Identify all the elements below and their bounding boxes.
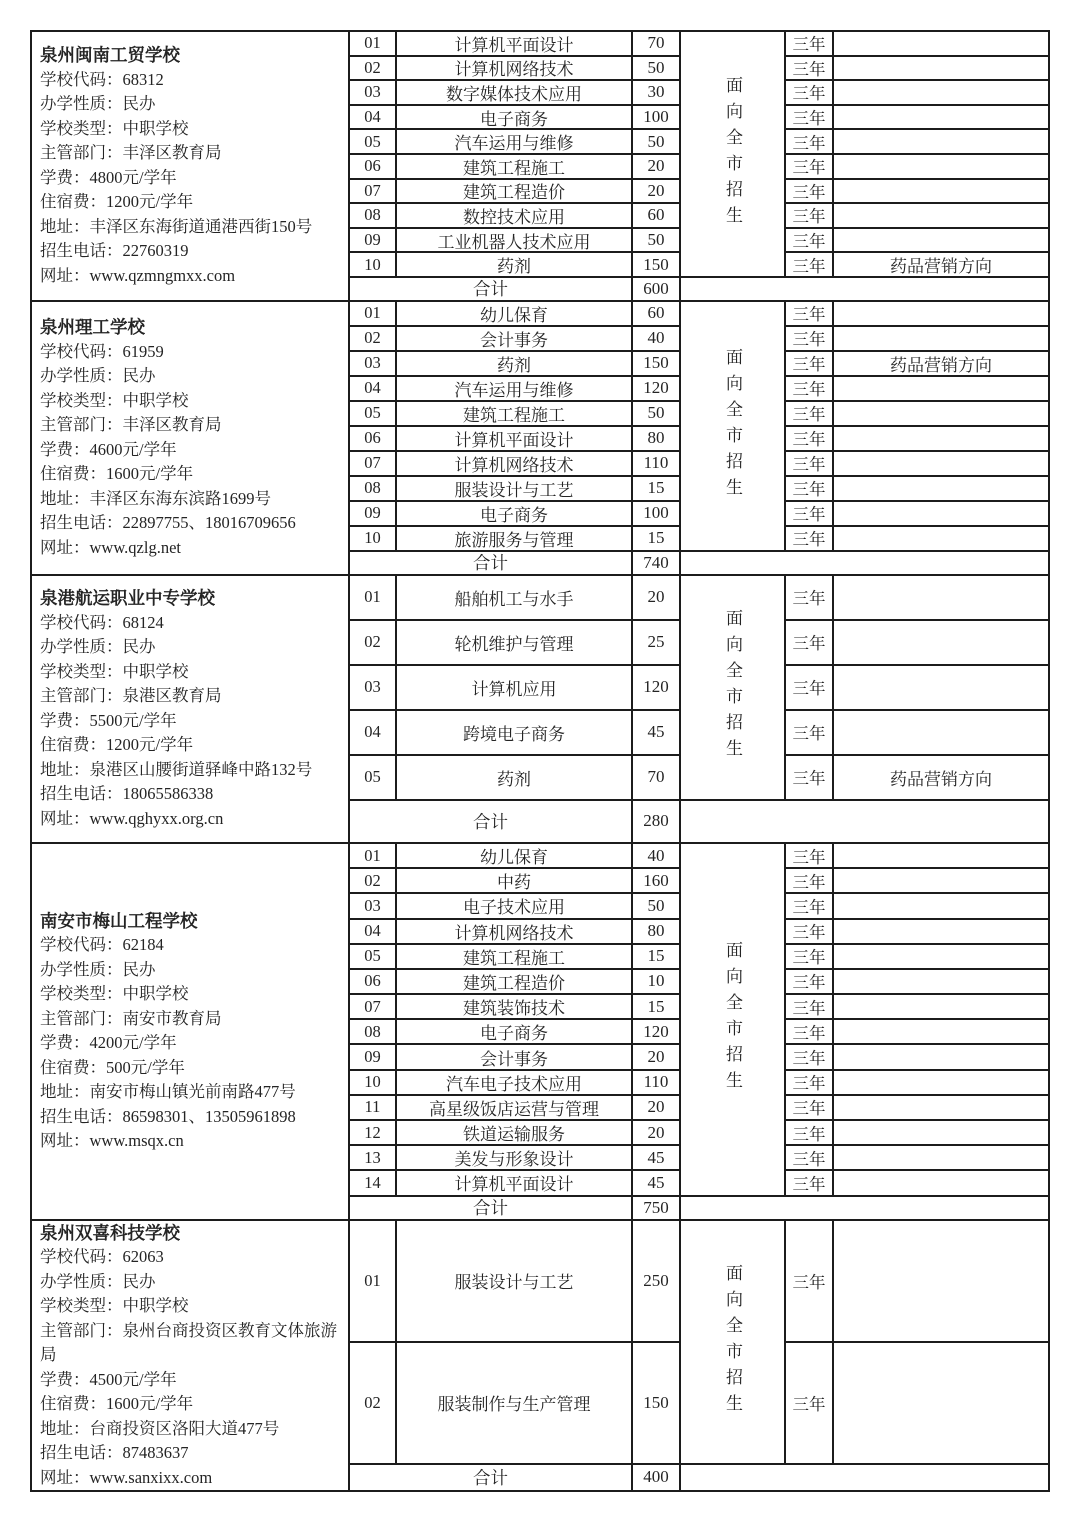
remark-cell — [834, 180, 1048, 203]
major-no-cell: 01 — [350, 844, 395, 867]
school-info-line: 办学性质：民办 — [40, 94, 156, 114]
major-count-cell: 60 — [633, 204, 679, 227]
school-info-line: 地址：泉港区山腰街道驿峰中路132号 — [40, 759, 313, 779]
major-count-cell: 20 — [633, 180, 679, 203]
total-count-cell: 600 — [633, 278, 679, 300]
major-no-cell: 04 — [350, 920, 395, 943]
school-info-line: 地址：台商投资区洛阳大道477号 — [40, 1418, 280, 1438]
school-info-cell — [32, 844, 348, 1219]
major-count-cell: 10 — [633, 970, 679, 993]
major-count-cell: 150 — [633, 1343, 679, 1463]
school-info-line: 学费：4800元/学年 — [40, 167, 177, 187]
major-name-cell: 服装设计与工艺 — [397, 477, 631, 500]
remark-cell — [834, 920, 1048, 943]
school-info-line: 学校类型：中职学校 — [40, 984, 189, 1004]
major-name-cell: 服装制作与生产管理 — [397, 1343, 631, 1463]
remark-cell — [834, 229, 1048, 252]
total-label-cell: 合计 — [350, 278, 631, 300]
major-no-cell: 06 — [350, 155, 395, 178]
school-info-line: 主管部门：泉港区教育局 — [40, 686, 222, 706]
school-info-line: 学费：4200元/学年 — [40, 1033, 177, 1053]
school-info-line: 主管部门：泉州台商投资区教育文体旅游局 — [40, 1320, 337, 1364]
duration-cell: 三年 — [786, 352, 832, 375]
remark-cell — [834, 327, 1048, 350]
major-name-cell: 铁道运输服务 — [397, 1121, 631, 1144]
remark-cell — [834, 1045, 1048, 1068]
major-no-cell: 06 — [350, 970, 395, 993]
remark-cell — [834, 1146, 1048, 1169]
region-cell — [681, 302, 784, 550]
region-vertical-text: 面向全市招生 — [723, 1263, 742, 1420]
major-no-cell: 10 — [350, 1071, 395, 1094]
region-cell — [681, 576, 784, 799]
duration-cell: 三年 — [786, 81, 832, 104]
remark-cell — [834, 1121, 1048, 1144]
region-vertical-text: 面向全市招生 — [723, 75, 742, 232]
duration-cell: 三年 — [786, 756, 832, 799]
major-name-cell: 轮机维护与管理 — [397, 621, 631, 664]
school-info-line: 地址：丰泽区东海东滨路1699号 — [40, 488, 271, 508]
remark-cell — [834, 57, 1048, 80]
major-name-cell: 计算机应用 — [397, 666, 631, 709]
major-no-cell: 02 — [350, 869, 395, 892]
remark-cell — [834, 1221, 1048, 1341]
major-name-cell: 建筑工程施工 — [397, 945, 631, 968]
remark-cell — [834, 1071, 1048, 1094]
major-name-cell: 跨境电子商务 — [397, 711, 631, 754]
school-block — [32, 32, 1048, 302]
school-info-line: 学费：5500元/学年 — [40, 710, 177, 730]
duration-cell: 三年 — [786, 1045, 832, 1068]
school-info-line: 办学性质：民办 — [40, 1271, 156, 1291]
major-count-cell: 120 — [633, 666, 679, 709]
major-name-cell: 计算机网络技术 — [397, 452, 631, 475]
school-name: 泉州双喜科技学校 — [40, 1222, 180, 1243]
school-info-line: 学校代码：68312 — [40, 69, 164, 89]
total-count-cell: 280 — [633, 801, 679, 842]
major-count-cell: 30 — [633, 81, 679, 104]
major-no-cell: 05 — [350, 130, 395, 153]
major-count-cell: 15 — [633, 945, 679, 968]
school-info-line: 学校类型：中职学校 — [40, 390, 189, 410]
major-no-cell: 07 — [350, 995, 395, 1018]
major-name-cell: 计算机平面设计 — [397, 1171, 631, 1194]
major-count-cell: 20 — [633, 1045, 679, 1068]
major-count-cell: 150 — [633, 352, 679, 375]
school-info-line: 主管部门：丰泽区教育局 — [40, 415, 222, 435]
remark-cell — [834, 130, 1048, 153]
duration-cell: 三年 — [786, 844, 832, 867]
school-info-line: 招生电话：22897755、18016709656 — [40, 513, 296, 533]
remark-cell — [834, 1096, 1048, 1119]
school-info-line: 住宿费：1600元/学年 — [40, 1394, 194, 1413]
remark-cell — [834, 452, 1048, 475]
major-count-cell: 15 — [633, 995, 679, 1018]
major-count-cell: 40 — [633, 844, 679, 867]
major-name-cell: 数控技术应用 — [397, 204, 631, 227]
school-info-cell — [32, 576, 348, 842]
total-label-cell: 合计 — [350, 1465, 631, 1490]
major-count-cell: 50 — [633, 402, 679, 425]
major-no-cell: 07 — [350, 180, 395, 203]
duration-cell: 三年 — [786, 1343, 832, 1463]
school-block — [32, 576, 1048, 844]
major-no-cell: 05 — [350, 945, 395, 968]
duration-cell: 三年 — [786, 1146, 832, 1169]
remark-cell — [834, 106, 1048, 129]
major-no-cell: 04 — [350, 377, 395, 400]
duration-cell: 三年 — [786, 57, 832, 80]
major-name-cell: 药剂 — [397, 352, 631, 375]
major-no-cell: 13 — [350, 1146, 395, 1169]
major-count-cell: 45 — [633, 711, 679, 754]
major-name-cell: 计算机网络技术 — [397, 57, 631, 80]
school-info-line: 住宿费：1600元/学年 — [40, 464, 194, 484]
major-no-cell: 02 — [350, 1343, 395, 1463]
major-count-cell: 250 — [633, 1221, 679, 1341]
major-name-cell: 服装设计与工艺 — [397, 1221, 631, 1341]
duration-cell: 三年 — [786, 894, 832, 917]
remark-cell — [834, 894, 1048, 917]
major-no-cell: 01 — [350, 576, 395, 619]
major-no-cell: 07 — [350, 452, 395, 475]
school-info-line: 学校代码：61959 — [40, 341, 164, 361]
major-no-cell: 11 — [350, 1096, 395, 1119]
remark-cell — [834, 666, 1048, 709]
duration-cell: 三年 — [786, 229, 832, 252]
major-name-cell: 数字媒体技术应用 — [397, 81, 631, 104]
school-info-line: 主管部门：南安市教育局 — [40, 1008, 222, 1028]
remark-cell — [834, 502, 1048, 525]
school-info-line: 学校类型：中职学校 — [40, 118, 189, 138]
school-name: 泉州理工学校 — [40, 317, 145, 338]
remark-cell: 药品营销方向 — [834, 352, 1048, 375]
remark-cell — [834, 81, 1048, 104]
major-no-cell: 09 — [350, 502, 395, 525]
total-count-cell: 400 — [633, 1465, 679, 1490]
major-name-cell: 中药 — [397, 869, 631, 892]
duration-cell: 三年 — [786, 970, 832, 993]
remark-cell — [834, 427, 1048, 450]
major-count-cell: 50 — [633, 894, 679, 917]
major-no-cell: 03 — [350, 352, 395, 375]
school-info-line: 学校类型：中职学校 — [40, 1296, 189, 1315]
enrollment-table — [30, 30, 1050, 1492]
major-name-cell: 建筑工程造价 — [397, 180, 631, 203]
major-no-cell: 05 — [350, 402, 395, 425]
major-no-cell: 03 — [350, 894, 395, 917]
major-count-cell: 110 — [633, 1071, 679, 1094]
total-label-cell: 合计 — [350, 801, 631, 842]
major-count-cell: 20 — [633, 1121, 679, 1144]
region-cell — [681, 844, 784, 1195]
duration-cell: 三年 — [786, 106, 832, 129]
duration-cell: 三年 — [786, 402, 832, 425]
school-info-line: 地址：南安市梅山镇光前南路477号 — [40, 1082, 296, 1102]
duration-cell: 三年 — [786, 477, 832, 500]
school-info-line: 学校代码：62063 — [40, 1247, 164, 1266]
school-info-cell — [32, 302, 348, 574]
total-label-cell: 合计 — [350, 552, 631, 574]
major-name-cell: 高星级饭店运营与管理 — [397, 1096, 631, 1119]
major-no-cell: 01 — [350, 32, 395, 55]
major-no-cell: 04 — [350, 106, 395, 129]
school-block — [32, 844, 1048, 1221]
major-name-cell: 建筑工程施工 — [397, 402, 631, 425]
major-count-cell: 100 — [633, 502, 679, 525]
major-no-cell: 08 — [350, 204, 395, 227]
duration-cell: 三年 — [786, 1221, 832, 1341]
major-count-cell: 100 — [633, 106, 679, 129]
total-empty-cell — [681, 1465, 1048, 1490]
school-info-line: 招生电话：18065586338 — [40, 784, 214, 804]
total-empty-cell — [681, 1197, 1048, 1219]
remark-cell: 药品营销方向 — [834, 756, 1048, 799]
major-name-cell: 美发与形象设计 — [397, 1146, 631, 1169]
major-name-cell: 计算机平面设计 — [397, 427, 631, 450]
major-no-cell: 08 — [350, 477, 395, 500]
region-cell — [681, 32, 784, 276]
major-count-cell: 15 — [633, 477, 679, 500]
major-count-cell: 80 — [633, 427, 679, 450]
duration-cell: 三年 — [786, 32, 832, 55]
duration-cell: 三年 — [786, 452, 832, 475]
duration-cell: 三年 — [786, 945, 832, 968]
major-count-cell: 110 — [633, 452, 679, 475]
major-name-cell: 电子商务 — [397, 502, 631, 525]
school-info-line: 住宿费：1200元/学年 — [40, 192, 194, 212]
major-count-cell: 150 — [633, 253, 679, 276]
duration-cell: 三年 — [786, 869, 832, 892]
major-name-cell: 药剂 — [397, 756, 631, 799]
major-no-cell: 02 — [350, 621, 395, 664]
total-label-cell: 合计 — [350, 1197, 631, 1219]
remark-cell — [834, 995, 1048, 1018]
duration-cell: 三年 — [786, 204, 832, 227]
school-info-line: 招生电话：22760319 — [40, 241, 189, 261]
major-name-cell: 旅游服务与管理 — [397, 527, 631, 550]
remark-cell — [834, 1343, 1048, 1463]
remark-cell — [834, 204, 1048, 227]
remark-cell — [834, 402, 1048, 425]
major-name-cell: 电子技术应用 — [397, 894, 631, 917]
remark-cell: 药品营销方向 — [834, 253, 1048, 276]
major-name-cell: 计算机平面设计 — [397, 32, 631, 55]
major-name-cell: 药剂 — [397, 253, 631, 276]
total-empty-cell — [681, 801, 1048, 842]
duration-cell: 三年 — [786, 155, 832, 178]
school-info-line: 网址：www.sanxixx.com — [40, 1467, 213, 1487]
school-name: 泉港航运职业中专学校 — [40, 588, 215, 609]
remark-cell — [834, 1171, 1048, 1194]
school-name: 南安市梅山工程学校 — [40, 910, 198, 931]
major-count-cell: 20 — [633, 576, 679, 619]
remark-cell — [834, 621, 1048, 664]
major-count-cell: 50 — [633, 57, 679, 80]
major-count-cell: 160 — [633, 869, 679, 892]
duration-cell: 三年 — [786, 1121, 832, 1144]
school-info-cell — [32, 1221, 348, 1490]
major-no-cell: 10 — [350, 527, 395, 550]
remark-cell — [834, 844, 1048, 867]
major-name-cell: 建筑工程施工 — [397, 155, 631, 178]
major-name-cell: 计算机网络技术 — [397, 920, 631, 943]
major-count-cell: 60 — [633, 302, 679, 325]
major-count-cell: 50 — [633, 130, 679, 153]
school-block — [32, 1221, 1048, 1490]
major-no-cell: 06 — [350, 427, 395, 450]
school-info-line: 招生电话：86598301、13505961898 — [40, 1106, 296, 1126]
school-info-line: 学费：4600元/学年 — [40, 439, 177, 459]
remark-cell — [834, 970, 1048, 993]
duration-cell: 三年 — [786, 130, 832, 153]
remark-cell — [834, 869, 1048, 892]
duration-cell: 三年 — [786, 302, 832, 325]
school-info-line: 办学性质：民办 — [40, 959, 156, 979]
total-empty-cell — [681, 552, 1048, 574]
major-name-cell: 工业机器人技术应用 — [397, 229, 631, 252]
major-no-cell: 05 — [350, 756, 395, 799]
school-info-line: 网址：www.qzmngmxx.com — [40, 265, 236, 285]
school-info-line: 办学性质：民办 — [40, 637, 156, 657]
school-info-line: 学校代码：68124 — [40, 612, 164, 632]
major-name-cell: 电子商务 — [397, 106, 631, 129]
major-count-cell: 15 — [633, 527, 679, 550]
remark-cell — [834, 711, 1048, 754]
major-count-cell: 70 — [633, 32, 679, 55]
school-info-line: 学校类型：中职学校 — [40, 661, 189, 681]
total-empty-cell — [681, 278, 1048, 300]
major-count-cell: 20 — [633, 1096, 679, 1119]
school-info-line: 地址：丰泽区东海街道通港西街150号 — [40, 216, 313, 236]
region-vertical-text: 面向全市招生 — [723, 609, 742, 766]
duration-cell: 三年 — [786, 502, 832, 525]
major-no-cell: 09 — [350, 1045, 395, 1068]
major-count-cell: 40 — [633, 327, 679, 350]
school-info-cell — [32, 32, 348, 300]
school-info-line: 网址：www.qghyxx.org.cn — [40, 808, 224, 828]
major-name-cell: 幼儿保育 — [397, 302, 631, 325]
remark-cell — [834, 32, 1048, 55]
major-name-cell: 建筑装饰技术 — [397, 995, 631, 1018]
major-no-cell: 04 — [350, 711, 395, 754]
duration-cell: 三年 — [786, 1071, 832, 1094]
duration-cell: 三年 — [786, 180, 832, 203]
major-no-cell: 02 — [350, 327, 395, 350]
major-no-cell: 01 — [350, 1221, 395, 1341]
remark-cell — [834, 377, 1048, 400]
school-info-line: 网址：www.qzlg.net — [40, 537, 181, 557]
remark-cell — [834, 1020, 1048, 1043]
major-name-cell: 汽车运用与维修 — [397, 130, 631, 153]
duration-cell: 三年 — [786, 666, 832, 709]
duration-cell: 三年 — [786, 920, 832, 943]
region-vertical-text: 面向全市招生 — [723, 941, 742, 1098]
school-info-line: 招生电话：87483637 — [40, 1443, 189, 1462]
major-no-cell: 03 — [350, 666, 395, 709]
major-name-cell: 船舶机工与水手 — [397, 576, 631, 619]
school-block — [32, 302, 1048, 576]
school-info-line: 学校代码：62184 — [40, 935, 164, 955]
major-name-cell: 会计事务 — [397, 327, 631, 350]
major-no-cell: 08 — [350, 1020, 395, 1043]
major-name-cell: 汽车运用与维修 — [397, 377, 631, 400]
remark-cell — [834, 576, 1048, 619]
major-count-cell: 80 — [633, 920, 679, 943]
duration-cell: 三年 — [786, 377, 832, 400]
major-count-cell: 45 — [633, 1171, 679, 1194]
school-info-line: 住宿费：500元/学年 — [40, 1057, 185, 1077]
major-no-cell: 09 — [350, 229, 395, 252]
major-count-cell: 45 — [633, 1146, 679, 1169]
major-no-cell: 12 — [350, 1121, 395, 1144]
duration-cell: 三年 — [786, 621, 832, 664]
major-no-cell: 14 — [350, 1171, 395, 1194]
school-info-line: 网址：www.msqx.cn — [40, 1131, 184, 1151]
remark-cell — [834, 302, 1048, 325]
duration-cell: 三年 — [786, 1020, 832, 1043]
school-name: 泉州闽南工贸学校 — [40, 45, 180, 66]
duration-cell: 三年 — [786, 527, 832, 550]
region-vertical-text: 面向全市招生 — [723, 347, 742, 504]
duration-cell: 三年 — [786, 1096, 832, 1119]
region-cell — [681, 1221, 784, 1463]
major-name-cell: 汽车电子技术应用 — [397, 1071, 631, 1094]
major-count-cell: 25 — [633, 621, 679, 664]
school-info-line: 办学性质：民办 — [40, 366, 156, 386]
major-no-cell: 02 — [350, 57, 395, 80]
remark-cell — [834, 155, 1048, 178]
major-no-cell: 03 — [350, 81, 395, 104]
total-count-cell: 740 — [633, 552, 679, 574]
major-count-cell: 120 — [633, 377, 679, 400]
duration-cell: 三年 — [786, 253, 832, 276]
school-info-line: 住宿费：1200元/学年 — [40, 735, 194, 755]
duration-cell: 三年 — [786, 427, 832, 450]
school-info-line: 学费：4500元/学年 — [40, 1369, 177, 1389]
major-count-cell: 20 — [633, 155, 679, 178]
duration-cell: 三年 — [786, 1171, 832, 1194]
major-name-cell: 建筑工程造价 — [397, 970, 631, 993]
major-name-cell: 幼儿保育 — [397, 844, 631, 867]
school-info-line: 主管部门：丰泽区教育局 — [40, 143, 222, 163]
remark-cell — [834, 527, 1048, 550]
major-count-cell: 120 — [633, 1020, 679, 1043]
major-name-cell: 会计事务 — [397, 1045, 631, 1068]
total-count-cell: 750 — [633, 1197, 679, 1219]
major-no-cell: 10 — [350, 253, 395, 276]
major-count-cell: 70 — [633, 756, 679, 799]
duration-cell: 三年 — [786, 995, 832, 1018]
duration-cell: 三年 — [786, 576, 832, 619]
major-name-cell: 电子商务 — [397, 1020, 631, 1043]
duration-cell: 三年 — [786, 711, 832, 754]
major-no-cell: 01 — [350, 302, 395, 325]
remark-cell — [834, 945, 1048, 968]
major-count-cell: 50 — [633, 229, 679, 252]
remark-cell — [834, 477, 1048, 500]
duration-cell: 三年 — [786, 327, 832, 350]
